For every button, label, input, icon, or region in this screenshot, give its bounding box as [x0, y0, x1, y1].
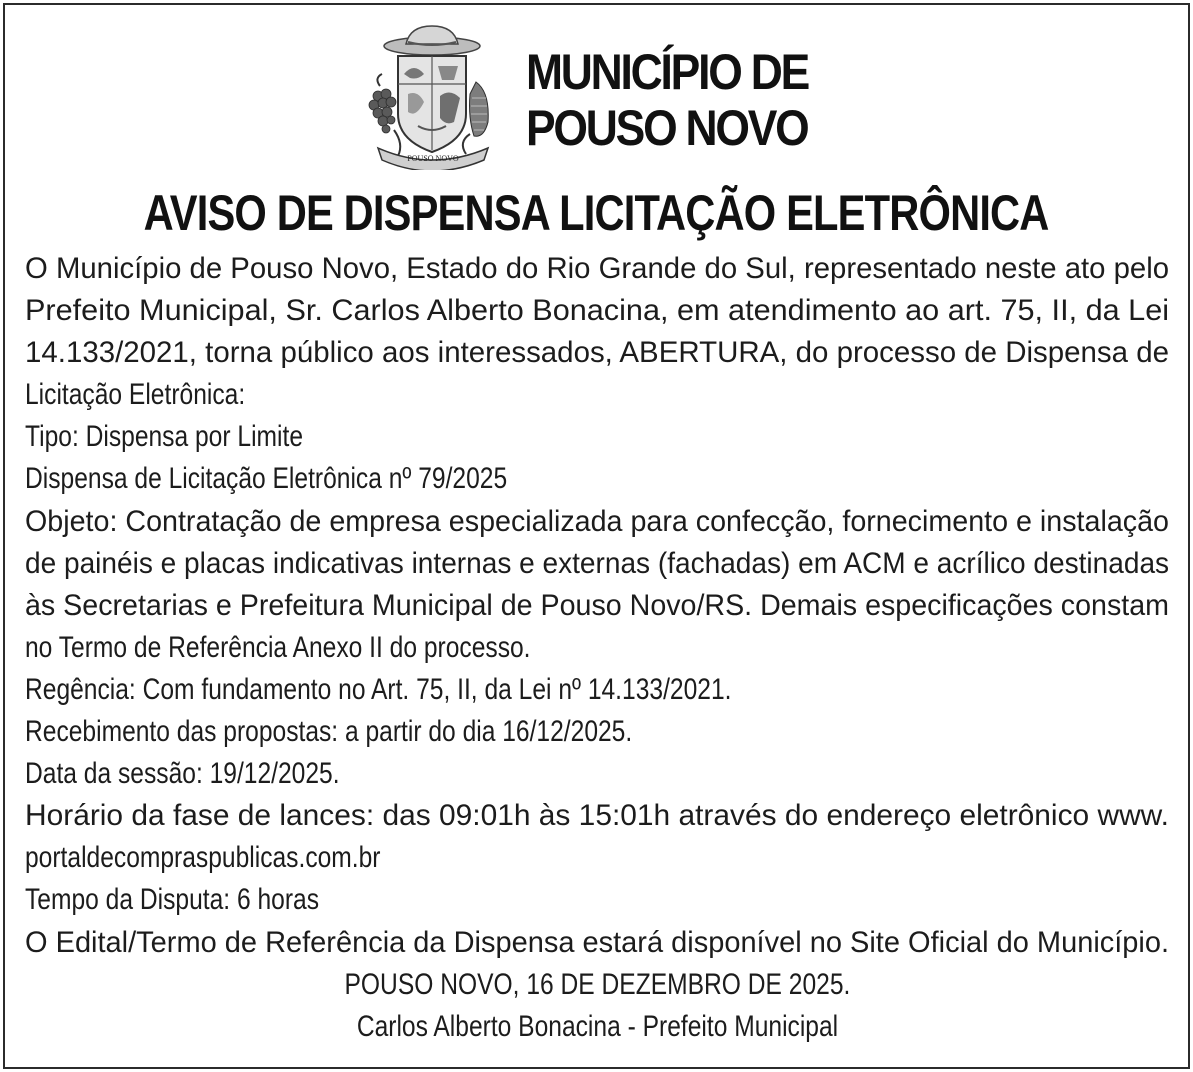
- signature-line: Carlos Alberto Bonacina - Prefeito Municipal: [356, 1009, 838, 1043]
- intro-line-4: Licitação Eletrônica:: [25, 378, 246, 412]
- objeto-line-1: Objeto: Contratação de empresa especializada para confecção, fornecimento e instalação: [25, 504, 1169, 538]
- place-date-line: POUSO NOVO, 16 DE DEZEMBRO DE 2025.: [344, 967, 850, 1001]
- objeto-line-2: de painéis e placas indicativas internas e externas (fachadas) em ACM e acrílico destinadas: [25, 546, 1170, 580]
- notice-title-text: AVISO DE DISPENSA LICITAÇÃO ELETRÔNICA: [144, 185, 1049, 241]
- objeto-line-3: às Secretarias e Prefeitura Municipal de Pouso Novo/RS. Demais especificações constam: [25, 588, 1169, 622]
- horario-line-2: portaldecompraspublicas.com.br: [25, 841, 381, 875]
- objeto-line-4: no Termo de Referência Anexo II do processo.: [25, 630, 531, 664]
- municipality-name: [526, 44, 808, 156]
- horario-line-1: Horário da fase de lances: das 09:01h às 15:01h através do endereço eletrônico www.: [25, 799, 1169, 833]
- intro-line-1: O Município de Pouso Novo, Estado do Rio Grande do Sul, representado neste ato pelo: [25, 252, 1170, 285]
- coat-of-arms-icon: [358, 22, 508, 170]
- tempo-line: Tempo da Disputa: 6 horas: [25, 883, 320, 917]
- data-sessao-line: Data da sessão: 19/12/2025.: [25, 757, 340, 791]
- intro-line-2: Prefeito Municipal, Sr. Carlos Alberto Bonacina, em atendimento ao art. 75, II, da Lei: [25, 294, 1170, 328]
- edital-line: O Edital/Termo de Referência da Dispensa estará disponível no Site Oficial do Município.: [25, 925, 1170, 959]
- regencia-line: Regência: Com fundamento no Art. 75, II, da Lei nº 14.133/2021.: [25, 672, 732, 706]
- numero-line: Dispensa de Licitação Eletrônica nº 79/2025: [25, 462, 508, 496]
- notice-body: [25, 248, 1169, 1048]
- municipality-line-2: POUSO NOVO: [526, 100, 808, 156]
- recebimento-line: Recebimento das propostas: a partir do dia 16/12/2025.: [25, 715, 633, 749]
- svg-text:POUSO NOVO: POUSO NOVO: [407, 154, 459, 163]
- notice-title: [0, 183, 1193, 243]
- intro-line-3: 14.133/2021, torna público aos interessados, ABERTURA, do processo de Dispensa de: [25, 336, 1169, 370]
- municipality-line-1: MUNICÍPIO DE: [526, 44, 809, 100]
- notice-header: [358, 22, 838, 172]
- tipo-line: Tipo: Dispensa por Limite: [25, 420, 304, 454]
